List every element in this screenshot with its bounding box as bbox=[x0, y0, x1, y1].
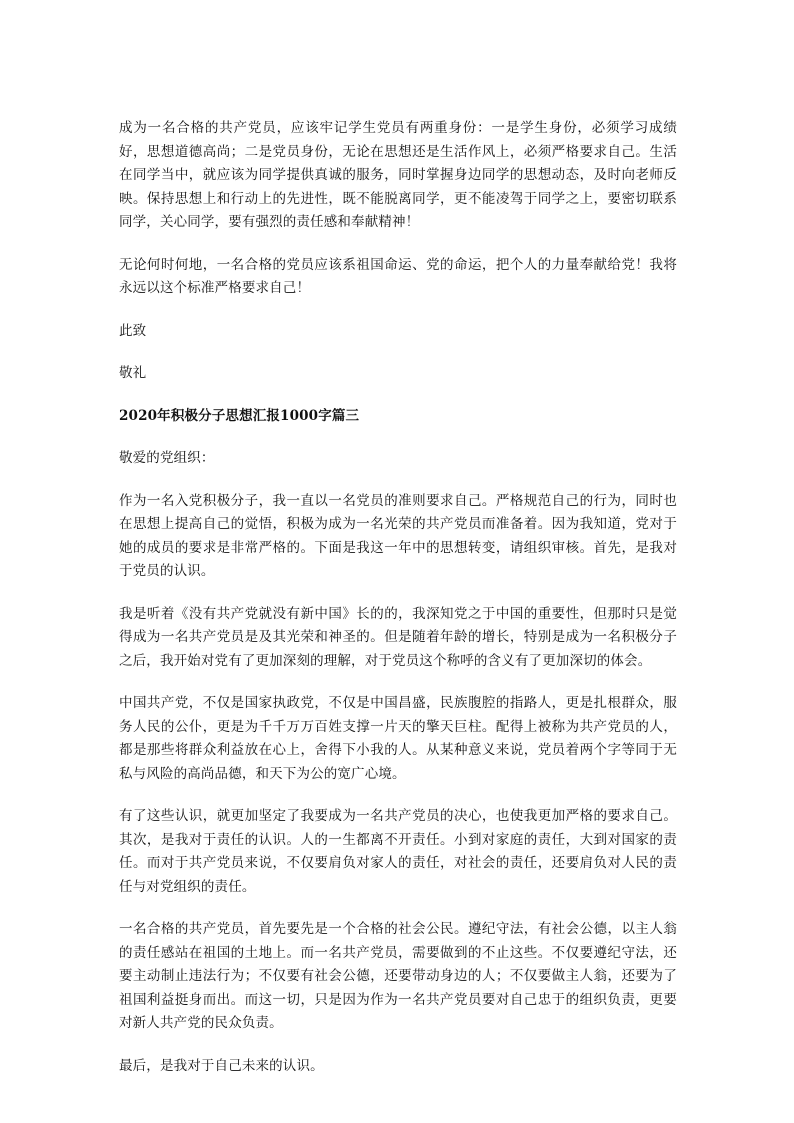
paragraph-future: 最后，是我对于自己未来的认识。 bbox=[119, 1057, 324, 1074]
paragraph-student-party-member: 成为一名合格的共产党员，应该牢记学生党员有两重身份：一是学生身份，必须学习成绩好，思想道德高尚；二是党员身份，无论在思想还是生活作风上，必须严格要求自己。生活在同学当中，就应该为同学提供真诚的服务，同时掌握身边同学的思想动态，及时向老师反映。保持思想上和行动上的先进性，既不能脱离同学，更不能凌驾于同学之上，要密切联系同学，关心同学，要有强烈的责任感和奉献精神！ bbox=[119, 120, 677, 230]
closing-regards: 敬礼 bbox=[119, 365, 147, 381]
paragraph-understanding: 我是听着《没有共产党就没有新中国》长的的，我深知党之于中国的重要性，但那时只是觉得成为一名共产党员是及其光荣和神圣的。但是随着年龄的增长，特别是成为一名积极分子之后，我开始对党有了更加深刻的理解，对于党员这个称呼的含义有了更加深切的体会。 bbox=[119, 605, 677, 669]
paragraph-commitment: 无论何时何地，一名合格的党员应该系祖国命运、党的命运，把个人的力量奉献给党！我将永远以这个标准严格要求自己！ bbox=[119, 256, 677, 296]
paragraph-introduction: 作为一名入党积极分子，我一直以一名党员的准则要求自己。严格规范自己的行为，同时也在思想上提高自己的觉悟，积极为成为一名光荣的共产党员而准备着。因为我知道，党对于她的成员的要求是非常严格的。下面是我这一年中的思想转变，请组织审核。首先，是我对于党员的认识。 bbox=[119, 492, 677, 579]
paragraph-qualified-member: 一名合格的共产党员，首先要先是一个合格的社会公民。遵纪守法，有社会公德，以主人翁的责任感站在祖国的土地上。而一名共产党员，需要做到的不止这些。不仅要遵纪守法，还要主动制止违法行为；不仅要有社会公德，还要带动身边的人；不仅要做主人翁，还要为了祖国利益挺身而出。而这一切，只是因为作为一名共产党员要对自己忠于的组织负责，更要对新人共产党的民众负责。 bbox=[119, 921, 677, 1031]
closing-salutation: 此致 bbox=[119, 322, 147, 339]
section-heading: 2020年积极分子思想汇报1000字篇三 bbox=[119, 407, 360, 424]
paragraph-responsibility: 有了这些认识，就更加坚定了我要成为一名共产党员的决心，也使我更加严格的要求自己。其次，是我对于责任的认识。人的一生都离不开责任。小到对家庭的责任，大到对国家的责任。而对于共产党员来说，不仅要肩负对家人的责任，对社会的责任，还要肩负对人民的责任与对党组织的责任。 bbox=[119, 808, 677, 895]
paragraph-party-description: 中国共产党，不仅是国家执政党，不仅是中国昌盛，民族腹腔的指路人，更是扎根群众，服务人民的公仆，更是为千千万万百姓支撑一片天的擎天巨柱。配得上被称为共产党员的人，都是那些将群众利益放在心上，舍得下小我的人。从某种意义来说，党员着两个字等同于无私与风险的高尚品德，和天下为公的宽广心境。 bbox=[119, 695, 677, 782]
document-page bbox=[119, 117, 677, 1097]
letter-greeting: 敬爱的党组织： bbox=[119, 450, 215, 466]
